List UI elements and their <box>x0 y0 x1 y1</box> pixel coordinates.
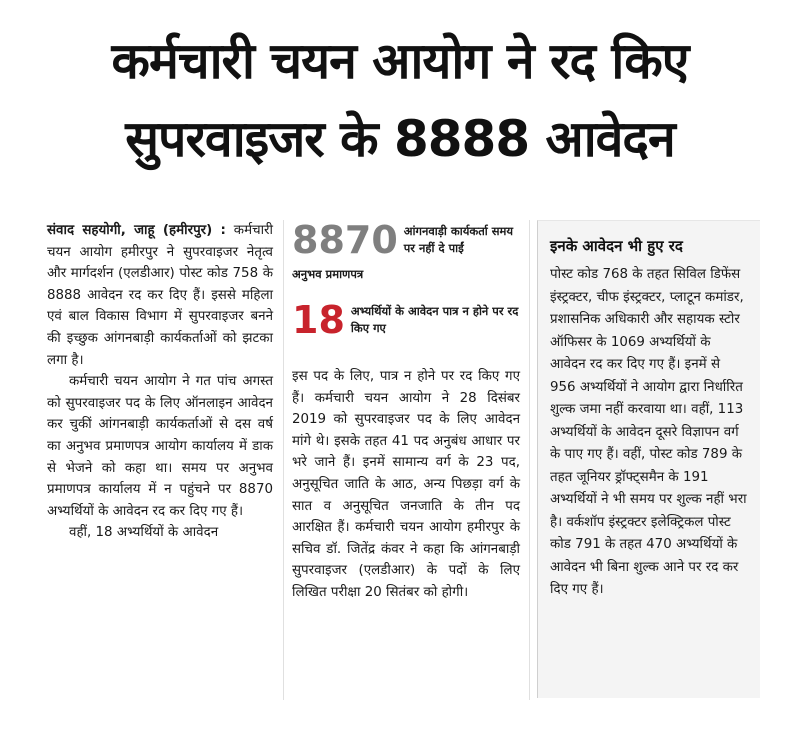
stat-sub-label: अनुभव प्रमाणपत्र <box>292 267 364 281</box>
article-column-1 <box>47 220 273 544</box>
stat-label: अभ्यर्थियों के आवेदन पात्र न होने पर रद किए गए <box>350 304 519 335</box>
stat-number: 18 <box>292 298 345 342</box>
paragraph-1-text: कर्मचारी चयन आयोग हमीरपुर ने सुपरवाइजर नेतृत्व और मार्गदर्शन (एलडीआर) पोस्ट कोड 758 के 8888 आवेदन रद कर दिए हैं। इससे महिला एवं बाल विकास विभाग में सुपरवाइजर बनने की इच्छुक आंगनबाड़ी कार्यकर्ताओं को झटका लगा है। <box>47 223 273 368</box>
headline <box>0 22 800 178</box>
article-paragraph-2: कर्मचारी चयन आयोग ने गत पांच अगस्त को सुपरवाइजर पद के लिए ऑनलाइन आवेदन कर चुकीं आंगनबाड़ी कार्यकर्ताओं से दस वर्ष का अनुभव प्रमाणपत्र आयोग कार्यालय में डाक से भेजने को कहा था। समय पर अनुभव प्रमाणपत्र कार्यालय में न पहुंचने पर 8870 अभ्यर्थियों के आवेदन रद कर दिए गए हैं। <box>47 374 273 519</box>
dateline: संवाद सहयोगी, जाहू (हमीरपुर) : <box>47 223 226 238</box>
article-paragraph-3: वहीं, 18 अभ्यर्थियों के आवेदन <box>69 525 219 541</box>
column-divider <box>529 220 530 700</box>
column-divider <box>283 220 284 700</box>
stat-box-18 <box>292 300 523 340</box>
stat-label: आंगनवाड़ी कार्यकर्ता समय पर नहीं दे पाईं <box>403 224 514 255</box>
headline-line-1: कर्मचारी चयन आयोग ने रद किए <box>111 32 689 90</box>
stat-number: 8870 <box>292 218 398 262</box>
sidebar-body: पोस्ट कोड 768 के तहत सिविल डिफेंस इंस्ट्रक्टर, चीफ इंस्ट्रक्टर, प्लाटून कमांडर, प्रशासनिक अधिकारी और सहायक स्टोर ऑफिसर के 1069 अभ्यर्थियों के आवेदन रद कर दिए गए हैं। इनमें से 956 अभ्यर्थियों ने आयोग द्वारा निर्धारित शुल्क जमा नहीं करवाया था। वहीं, 113 अभ्यर्थियों के आवेदन दूसरे विज्ञापन वर्ग के पाए गए हैं। वहीं, पोस्ट कोड 789 के तहत जूनियर ड्रॉफ्ट्समैन के 191 अभ्यर्थियों ने भी समय पर शुल्क नहीं भरा है। वर्कशॉप इंस्ट्रक्टर इलेक्ट्रिकल पोस्ट कोड 791 के तहत 470 अभ्यर्थियों के आवेदन भी बिना शुल्क आने पर रद कर दिए गए हैं। <box>550 267 747 597</box>
article-column-2 <box>292 366 520 604</box>
sidebar-title: इनके आवेदन भी हुए रद <box>550 237 683 255</box>
stat-box-8870 <box>292 220 522 260</box>
article-paragraph-1 <box>47 220 273 371</box>
headline-line-2: सुपरवाइजर के 8888 आवेदन <box>125 110 675 168</box>
article-paragraph-4: इस पद के लिए, पात्र न होने पर रद किए गए हैं। कर्मचारी चयन आयोग ने 28 दिसंबर 2019 को सुपरवाइजर पद के लिए आवेदन मांगे थे। इसके तहत 41 पद अनुबंध आधार पर भरे जाने हैं। इनमें सामान्य वर्ग के 23 पद, अनुसूचित जाति के आठ, अन्य पिछड़ा वर्ग के सात व अनुसूचित जनजाति के तीन पद आरक्षित हैं। कर्मचारी चयन आयोग हमीरपुर के सचिव डॉ. जितेंद्र कंवर ने कहा कि आंगनबाड़ी सुपरवाइजर (एलडीआर) के पदों के लिए लिखित परीक्षा 20 सितंबर को होगी। <box>292 369 520 600</box>
